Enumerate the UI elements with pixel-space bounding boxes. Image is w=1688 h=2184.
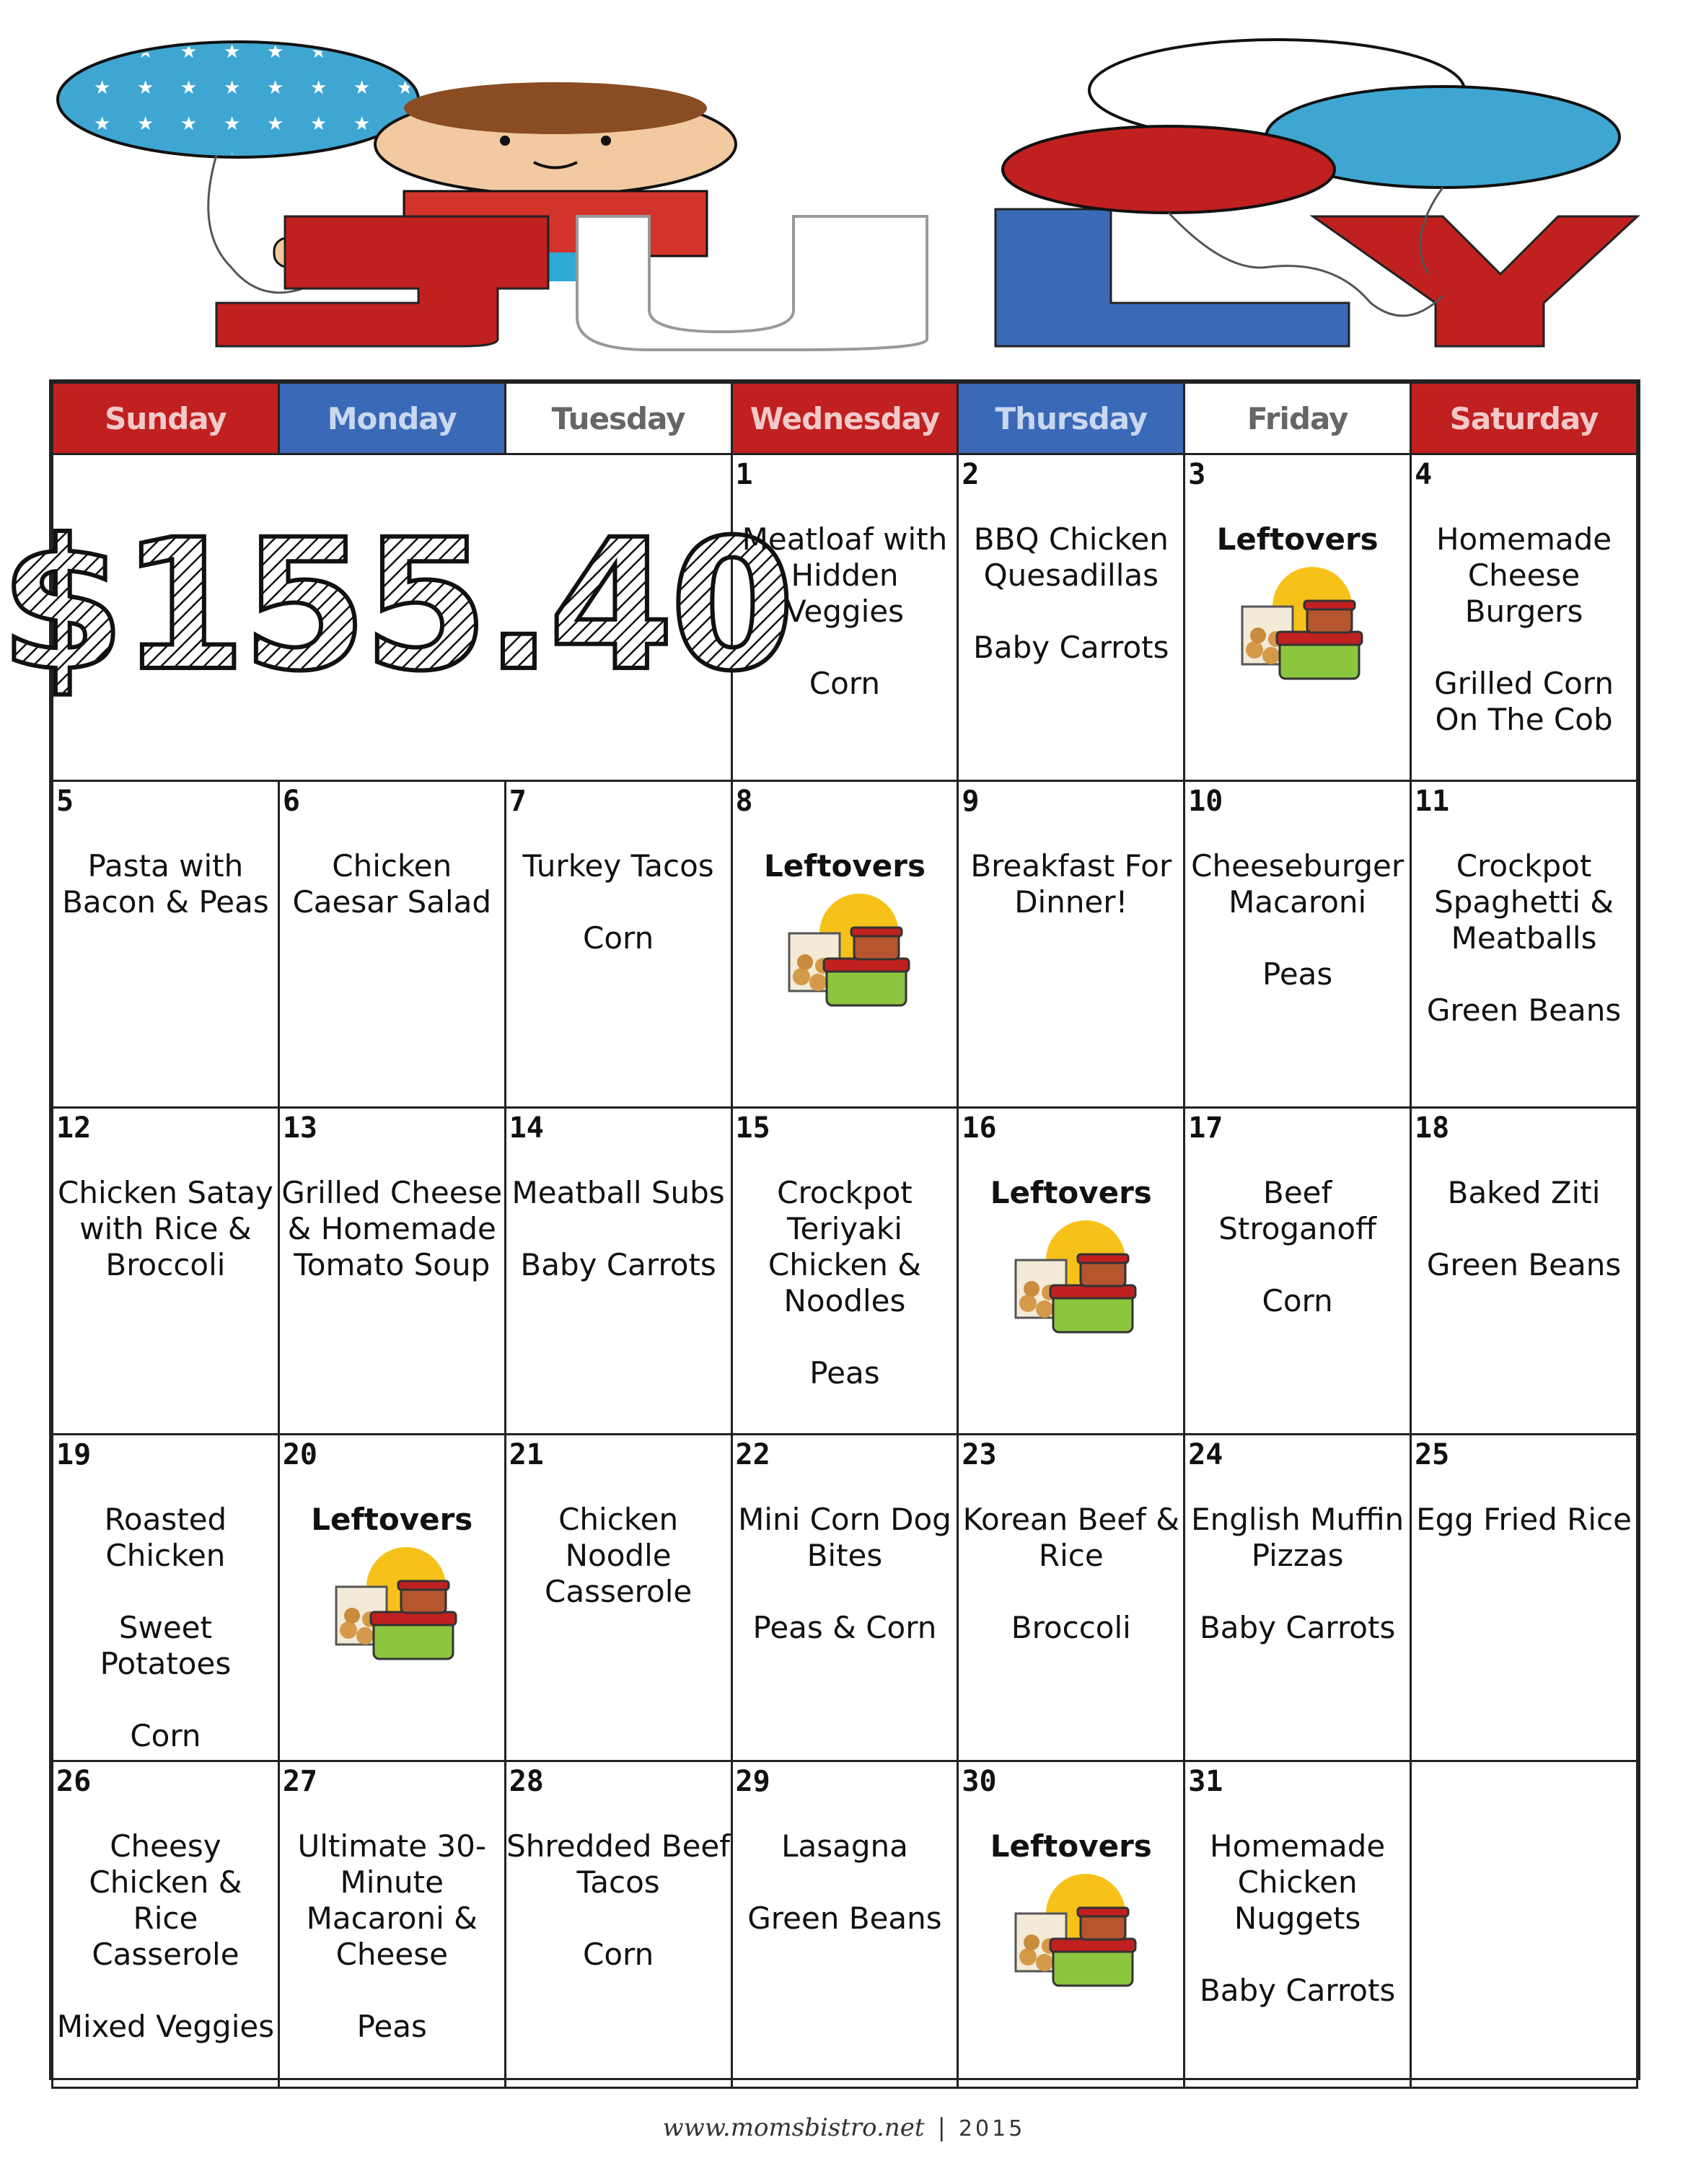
meal-text [53, 1175, 278, 1283]
meal-line: Burgers [1464, 594, 1583, 629]
meal-line: Chicken [1237, 1864, 1358, 1900]
day-number: 26 [56, 1765, 92, 1798]
meal-text [1185, 521, 1410, 686]
day-cell [53, 1108, 279, 1435]
empty-day-cell [1411, 1761, 1638, 2088]
day-cell [958, 454, 1184, 781]
meal-line: Bites [806, 1538, 883, 1573]
day-cell [278, 1435, 505, 1761]
day-cell [1184, 454, 1411, 781]
meal-text [959, 848, 1183, 920]
day-cell [731, 1435, 958, 1761]
meal-spacer [1412, 1211, 1636, 1247]
meal-line: Teriyaki [787, 1211, 902, 1246]
meal-text [1185, 1502, 1410, 1646]
day-number: 31 [1188, 1765, 1223, 1798]
meal-line: Chicken [332, 848, 452, 884]
meal-line: Beef Stroganoff [1218, 1175, 1377, 1246]
day-number: 16 [962, 1111, 997, 1145]
day-number: 13 [282, 1111, 318, 1145]
week-row-4 [53, 1435, 1638, 1761]
header-title: JULY [0, 0, 2, 1]
meal-spacer [280, 1973, 504, 2009]
meal-spacer [1185, 1574, 1410, 1610]
day-number: 15 [735, 1111, 770, 1145]
meal-text [959, 1502, 1183, 1646]
leftovers-label: Leftovers [1216, 521, 1379, 557]
meal-line: Sweet Potatoes [100, 1610, 232, 1681]
meal-line: Noodle [565, 1538, 672, 1573]
leftovers-label: Leftovers [990, 1828, 1152, 1864]
leftovers-containers-icon [323, 1544, 460, 1666]
leftovers-label: Leftovers [763, 848, 926, 884]
weekday-tuesday: Tuesday [505, 383, 731, 454]
footer-site: www.momsbistro.net [662, 2113, 925, 2142]
meal-spacer [733, 1319, 957, 1355]
budget-cell [0, 454, 791, 781]
day-cell [53, 781, 279, 1108]
meal-text [733, 1175, 957, 1391]
meal-spacer [1185, 1937, 1410, 1973]
budget-total [0, 501, 791, 710]
meal-text [53, 1502, 278, 1754]
meal-text [959, 1175, 1183, 1339]
meal-line: Lasagna [781, 1828, 908, 1864]
meal-line: Grilled Cheese [281, 1175, 503, 1210]
meal-line: Meatball Subs [511, 1175, 725, 1210]
day-cell [278, 1108, 505, 1435]
day-number: 24 [1188, 1438, 1223, 1471]
day-cell [1411, 1435, 1638, 1761]
day-number: 1 [735, 458, 753, 491]
day-number: 30 [962, 1765, 997, 1798]
day-number: 22 [735, 1438, 770, 1471]
meal-line: Veggies [785, 594, 904, 629]
day-cell [505, 781, 731, 1108]
meal-spacer [733, 1864, 957, 1901]
meal-line: Egg Fried Rice [1416, 1502, 1632, 1537]
meal-line: Baby Carrots [1199, 1973, 1396, 2008]
meal-line: Green Beans [747, 1901, 942, 1936]
meal-text [53, 848, 278, 920]
day-cell [278, 781, 505, 1108]
day-number: 28 [509, 1765, 544, 1798]
meal-line: Macaroni [1228, 884, 1367, 920]
meal-line: Cheesy [110, 1828, 221, 1864]
weekday-monday: Monday [278, 383, 505, 454]
meal-line: Macaroni & [306, 1901, 478, 1936]
meal-text [280, 1175, 504, 1283]
day-cell [958, 1435, 1184, 1761]
meal-line: Pizzas [1251, 1538, 1344, 1573]
meal-spacer [1185, 1247, 1410, 1283]
meal-line: Peas & Corn [752, 1610, 937, 1645]
meal-line: Chicken & [768, 1247, 921, 1282]
meal-line: Tomato Soup [294, 1247, 491, 1282]
meal-text [1412, 848, 1636, 1029]
day-cell [958, 1108, 1184, 1435]
meal-line: Baby Carrots [1199, 1610, 1396, 1645]
meal-line: Green Beans [1426, 992, 1622, 1028]
day-number: 11 [1415, 785, 1450, 818]
week-row-2 [53, 781, 1638, 1108]
meal-line: Turkey Tacos [522, 848, 714, 884]
day-number: 9 [962, 785, 980, 818]
meal-text [733, 1502, 957, 1646]
day-cell [958, 781, 1184, 1108]
meal-line: Shredded Beef [506, 1828, 731, 1864]
day-cell [731, 454, 958, 781]
meal-line: Meatballs [1451, 920, 1597, 956]
day-cell [505, 1435, 731, 1761]
meal-text [280, 848, 504, 920]
week-row-1 [53, 454, 1638, 781]
meal-spacer [733, 1574, 957, 1610]
day-number: 6 [282, 785, 300, 818]
leftovers-label: Leftovers [311, 1502, 473, 1537]
day-cell [1184, 1761, 1411, 2088]
meal-line: Bacon & Peas [62, 884, 269, 920]
meal-line: Caesar Salad [292, 884, 492, 920]
meal-line: Homemade [1210, 1828, 1386, 1864]
meal-plan-calendar [0, 379, 1640, 2080]
meal-line: Quesadillas [983, 558, 1159, 593]
meal-line: Mixed Veggies [56, 2009, 275, 2044]
july-header-artwork [0, 0, 1688, 375]
meal-text [959, 1828, 1183, 1993]
weekday-header-row [53, 383, 1638, 454]
meal-line: Pasta with [87, 848, 244, 884]
meal-line: Korean Beef & [962, 1502, 1179, 1537]
weekday-friday: Friday [1184, 383, 1411, 454]
weekday-sunday: Sunday [53, 383, 279, 454]
meal-text [1412, 521, 1636, 738]
meal-line: & Homemade [287, 1211, 496, 1246]
week-row-3 [53, 1108, 1638, 1435]
meal-line: Chicken [558, 1502, 679, 1537]
day-cell [1411, 781, 1638, 1108]
budget-amount: $155.40 [0, 501, 791, 710]
day-cell [1184, 781, 1411, 1108]
day-number: 3 [1188, 458, 1206, 491]
meal-line: English Muffin [1191, 1502, 1405, 1537]
meal-text [506, 1175, 731, 1283]
meal-line: Chicken [105, 1538, 226, 1573]
day-number: 17 [1188, 1111, 1223, 1145]
meal-spacer [506, 884, 731, 920]
day-number: 2 [962, 458, 980, 491]
meal-line: Mini Corn Dog [738, 1502, 951, 1537]
day-number: 27 [282, 1765, 318, 1798]
weekday-saturday: Saturday [1411, 383, 1638, 454]
meal-line: Dinner! [1014, 884, 1128, 920]
meal-spacer [53, 1682, 278, 1718]
meal-line: Nuggets [1234, 1901, 1361, 1936]
meal-text [1185, 1175, 1410, 1319]
meal-line: Corn [1262, 1283, 1333, 1318]
meal-line: Homemade [1436, 521, 1612, 557]
meal-line: Broccoli [1011, 1610, 1131, 1645]
meal-text [733, 848, 957, 1013]
meal-line: Peas [356, 2009, 427, 2044]
meal-spacer [959, 1574, 1183, 1610]
week-row-5 [53, 1761, 1638, 2088]
day-cell [53, 1761, 279, 2088]
meal-spacer [1412, 630, 1636, 666]
meal-line: Noodles [783, 1283, 906, 1318]
meal-line: Baby Carrots [973, 630, 1169, 665]
day-number: 8 [735, 785, 753, 818]
meal-line: Hidden [791, 558, 899, 593]
meal-line: Broccoli [105, 1247, 226, 1282]
meal-line: Peas [1262, 956, 1333, 992]
footer-year: 2015 [958, 2116, 1026, 2141]
meal-spacer [53, 1973, 278, 2009]
meal-spacer [506, 1901, 731, 1937]
meal-text [1412, 1502, 1636, 1538]
meal-spacer [1412, 956, 1636, 992]
meal-line: with Rice & [79, 1211, 252, 1246]
meal-text [53, 1828, 278, 2045]
meal-line: Corn [583, 920, 654, 956]
meal-text [959, 521, 1183, 666]
day-cell [731, 781, 958, 1108]
day-cell [53, 1435, 279, 1761]
meal-line: Green Beans [1426, 1247, 1622, 1282]
meal-line: Crockpot [777, 1175, 913, 1210]
day-number: 4 [1415, 458, 1433, 491]
day-cell [731, 1108, 958, 1435]
day-number: 12 [56, 1111, 92, 1145]
meal-spacer [1185, 920, 1410, 956]
meal-text [1412, 1175, 1636, 1283]
day-number: 29 [735, 1765, 770, 1798]
day-number: 23 [962, 1438, 997, 1471]
day-number: 19 [56, 1438, 92, 1471]
calendar-grid [0, 382, 1638, 2089]
meal-line: Casserole [545, 1574, 693, 1609]
meal-line: Baby Carrots [520, 1247, 716, 1282]
weekday-thursday: Thursday [958, 383, 1184, 454]
meal-line: Breakfast For [970, 848, 1172, 884]
day-cell [1184, 1435, 1411, 1761]
leftovers-containers-icon [1003, 1217, 1140, 1339]
day-number: 25 [1415, 1438, 1450, 1471]
footer [0, 2113, 1688, 2142]
meal-line: On The Cob [1435, 702, 1613, 737]
meal-text [733, 521, 957, 702]
meal-line: Minute [340, 1864, 444, 1900]
meal-text [280, 1828, 504, 2045]
meal-spacer [506, 1211, 731, 1247]
day-number: 20 [282, 1438, 318, 1471]
day-number: 14 [509, 1111, 544, 1145]
meal-line: Chicken & Rice [89, 1864, 242, 1936]
meal-text [280, 1502, 504, 1666]
meal-line: Corn [583, 1937, 654, 1972]
day-number: 18 [1415, 1111, 1450, 1145]
meal-line: Cheese [335, 1937, 448, 1972]
meal-line: Corn [809, 666, 881, 701]
meal-line: Spaghetti & [1434, 884, 1614, 920]
footer-separator: | [937, 2113, 946, 2142]
meal-text [733, 1828, 957, 1937]
meal-spacer [733, 630, 957, 666]
day-number: 7 [509, 785, 527, 818]
day-number: 5 [56, 785, 74, 818]
meal-line: Cheeseburger [1191, 848, 1405, 884]
meal-text [1185, 848, 1410, 992]
meal-spacer [53, 1574, 278, 1610]
day-cell [278, 1761, 505, 2088]
day-cell [505, 1108, 731, 1435]
leftovers-containers-icon [776, 890, 913, 1013]
day-number: 21 [509, 1438, 544, 1471]
day-cell [958, 1761, 1184, 2088]
meal-line: Cheese [1467, 558, 1581, 593]
day-cell [1411, 1108, 1638, 1435]
day-cell [505, 1761, 731, 2088]
weekday-wednesday: Wednesday [731, 383, 958, 454]
meal-line: Peas [809, 1355, 880, 1391]
day-cell [1411, 454, 1638, 781]
july-title-letters [216, 209, 1638, 350]
meal-spacer [959, 594, 1183, 630]
day-cell [1184, 1108, 1411, 1435]
meal-line: Crockpot [1456, 848, 1592, 884]
meal-line: Corn [130, 1718, 201, 1753]
meal-text [1185, 1828, 1410, 2009]
meal-line: Meatloaf with [742, 521, 948, 557]
meal-text [506, 1828, 731, 1973]
meal-line: Tacos [576, 1864, 660, 1900]
leftovers-label: Leftovers [990, 1175, 1152, 1210]
meal-text [506, 1502, 731, 1610]
meal-line: Grilled Corn [1434, 666, 1614, 701]
leftovers-containers-icon [1003, 1870, 1140, 1993]
day-number: 10 [1188, 785, 1223, 818]
meal-line: Rice [1038, 1538, 1104, 1573]
day-cell [731, 1761, 958, 2088]
meal-text [506, 848, 731, 956]
meal-line: Ultimate 30- [297, 1828, 486, 1864]
leftovers-containers-icon [1229, 563, 1366, 686]
meal-line: Chicken Satay [58, 1175, 273, 1210]
meal-line: Roasted [104, 1502, 227, 1537]
meal-line: BBQ Chicken [973, 521, 1169, 557]
meal-line: Baked Ziti [1447, 1175, 1601, 1210]
meal-line: Casserole [92, 1937, 239, 1972]
